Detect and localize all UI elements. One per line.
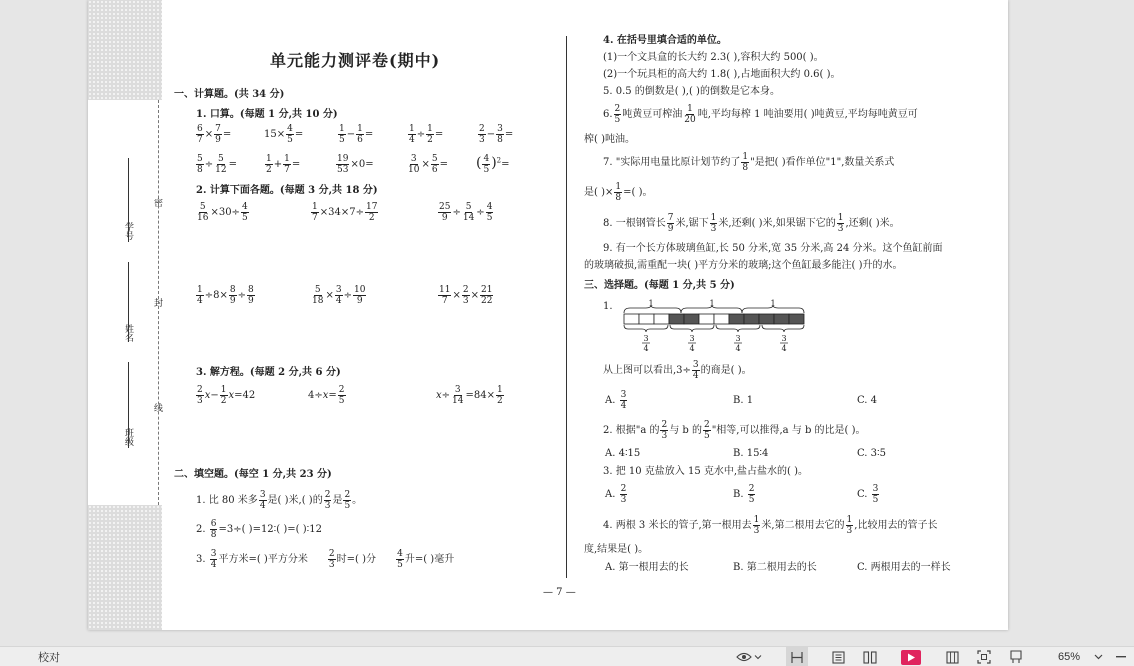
status-bar (0, 646, 1134, 666)
fullscreen-button[interactable] (974, 647, 994, 666)
choice-q4-option-b: B. 第二根用去的长 (733, 562, 817, 573)
chevron-down-icon (1094, 654, 1103, 660)
fullscreen-icon (977, 650, 991, 664)
minus-icon (1116, 656, 1126, 658)
oral-calc-8: $\frac{19}{53}$ ×0= (337, 154, 374, 175)
choice-q2-text: 2. 根据"a 的 $\frac{2}{3}$ 与 b 的 $\frac{2}{5}$ "相等,可以推得,a 与 b 的比是( )。 (603, 420, 866, 441)
focus-mode-button[interactable] (1006, 647, 1026, 666)
seal-char-feng: 封 (154, 295, 163, 310)
two-column-icon (863, 651, 877, 664)
section-1-q3-heading: 3. 解方程。(每题 2 分,共 6 分) (196, 367, 341, 378)
svg-text:3: 3 (735, 334, 741, 343)
fill-q7-cont: 是( )× $\frac{1}{8}$ =( )。 (584, 182, 653, 203)
choice-q1-option-c: C. 4 (857, 395, 878, 406)
choice-q3-option-c: C. $\frac{3}{5}$ (857, 484, 879, 505)
fill-q9-cont: 的玻璃破损,需重配一块( )平方分米的玻璃;这个鱼缸最多能注( )升的水。 (584, 260, 903, 271)
choice-q1-text: 从上图可以看出,3÷ $\frac{3}{4}$ 的商是( )。 (603, 360, 752, 381)
page-number: — 7 — (543, 587, 576, 598)
binding-pattern-top (88, 0, 162, 100)
class-line (128, 362, 129, 448)
proofread-button[interactable]: 校对 (38, 652, 60, 664)
svg-text:3: 3 (781, 334, 787, 343)
section-1-q1-heading: 1. 口算。(每题 1 分,共 10 分) (196, 109, 338, 120)
fill-q6-cont: 榨( )吨油。 (584, 134, 635, 145)
choice-q4-text: 4. 两根 3 米长的管子,第一根用去 $\frac{1}{3}$ 米,第二根用去它的 $\frac{1}{3}$ ,比较用去的管子长 (603, 515, 938, 536)
zoom-dropdown[interactable] (1090, 647, 1106, 666)
page-layout-button[interactable] (828, 647, 848, 666)
fill-q5: 5. 0.5 的倒数是( ),( )的倒数是它本身。 (603, 86, 780, 97)
brace-label-3: 1 (770, 299, 776, 308)
zoom-out-button[interactable] (1114, 647, 1128, 666)
fill-q3: 3. $\frac{3}{4}$ 平方米=( )平方分米 $\frac{2}{3}$ 时=( )分 $\frac{4}{5}$ 升=( )毫升 (196, 549, 455, 570)
svg-text:4: 4 (689, 344, 695, 353)
fill-q4-2: (2)一个玩具柜的高大约 1.8( ),占地面积大约 0.6( )。 (603, 69, 841, 80)
oral-calc-4: $\frac{1}{4}$ ÷ $\frac{1}{2}$ = (409, 124, 444, 145)
bookmark-icon (1009, 650, 1023, 664)
choice-q1-option-b: B. 1 (733, 395, 754, 406)
student-id-line (128, 158, 129, 242)
oral-calc-10: ( $\frac{4}{5}$ )$^2$= (476, 154, 510, 175)
choice-q4-text-cont: 度,结果是( )。 (584, 544, 649, 555)
choice-q2-option-c: C. 3∶5 (857, 448, 886, 459)
student-id-label: 学号 (123, 222, 133, 240)
choice-q3-option-b: B. $\frac{2}{5}$ (733, 484, 755, 505)
choice-q4-option-c: C. 两根用去的一样长 (857, 562, 951, 573)
oral-calc-6: $\frac{5}{8}$ ÷ $\frac{5}{12}$ = (197, 154, 237, 175)
fill-q4-1: (1)一个文具盒的长大约 2.3( ),容积大约 500( )。 (603, 52, 824, 63)
calc-problem-5: $\frac{5}{18}$ × $\frac{3}{4}$ ÷ $\frac{10}{9}$ (312, 285, 366, 306)
calc-problem-2: $\frac{1}{7}$ ×34×7÷ $\frac{17}{2}$ (312, 202, 378, 223)
document-icon (832, 651, 845, 664)
oral-calc-5: $\frac{2}{3}$ − $\frac{3}{8}$ = (479, 124, 514, 145)
fill-q7: 7. "实际用电量比原计划节约了 $\frac{1}{8}$ "是把( )看作单位"1",数量关系式 (603, 152, 895, 173)
web-layout-icon (946, 651, 959, 664)
svg-text:3: 3 (689, 334, 695, 343)
equation-3: x÷ $\frac{3}{14}$ =84× $\frac{1}{2}$ (436, 385, 503, 406)
section-2-heading: 二、填空题。(每空 1 分,共 23 分) (174, 469, 332, 480)
two-page-view-button[interactable] (860, 647, 880, 666)
svg-text:4: 4 (643, 344, 649, 353)
class-label: 班级 (123, 428, 133, 446)
document-page (88, 0, 1008, 630)
seal-line (158, 100, 159, 505)
play-icon (901, 650, 921, 665)
web-view-button[interactable] (942, 647, 962, 666)
single-page-icon (790, 651, 804, 664)
choice-q1-number: 1. (603, 301, 613, 312)
equation-1: $\frac{2}{3}$ x− $\frac{1}{2}$ x=42 (197, 385, 256, 406)
eye-view-button[interactable] (734, 647, 764, 666)
svg-text:4: 4 (735, 344, 741, 353)
eye-icon (736, 651, 762, 663)
oral-calc-3: $\frac{1}{5}$ − $\frac{1}{6}$ = (339, 124, 374, 145)
brace-label-1: 1 (648, 299, 654, 308)
section-1-q2-heading: 2. 计算下面各题。(每题 3 分,共 18 分) (196, 185, 378, 196)
seal-char-mi: 密 (154, 195, 163, 210)
section-3-heading: 三、选择题。(每题 1 分,共 5 分) (584, 280, 735, 291)
fill-q8: 8. 一根钢管长 $\frac{7}{9}$ 米,锯下 $\frac{1}{3}$ 米,还剩( )米,如果锯下它的 $\frac{1}{3}$ ,还剩( )米。 (603, 213, 900, 234)
calc-problem-1: $\frac{5}{16}$ ×30÷ $\frac{4}{5}$ (197, 202, 248, 223)
choice-q2-option-b: B. 15∶4 (733, 448, 769, 459)
choice-q1-option-a: A. $\frac{3}{4}$ (605, 390, 627, 411)
choice-q3-option-a: A. $\frac{2}{3}$ (605, 484, 627, 505)
binding-margin (88, 0, 162, 630)
choice-q4-option-a: A. 第一根用去的长 (605, 562, 689, 573)
equation-2: 4÷x= $\frac{2}{5}$ (308, 385, 345, 406)
section-1-heading: 一、计算题。(共 34 分) (174, 89, 285, 100)
svg-text:3: 3 (643, 334, 649, 343)
binding-info-panel (88, 100, 162, 505)
column-divider (566, 36, 567, 578)
student-name-label: 姓名 (123, 324, 133, 342)
fill-q6: 6. $\frac{2}{5}$ 吨黄豆可榨油 $\frac{1}{20}$ 吨,平均每榨 1 吨油要用( )吨黄豆,平均每吨黄豆可 (603, 104, 918, 125)
play-button[interactable] (900, 647, 922, 666)
oral-calc-9: $\frac{3}{10}$ × $\frac{5}{6}$ = (408, 154, 448, 175)
oral-calc-1: $\frac{6}{7}$ × $\frac{7}{9}$ = (197, 124, 232, 145)
fill-q1: 1. 比 80 米多 $\frac{3}{4}$ 是( )米,( )的 $\frac{2}{3}$ 是 $\frac{2}{5}$ 。 (196, 490, 363, 511)
fill-q9: 9. 有一个长方体玻璃鱼缸,长 50 分米,宽 35 分米,高 24 分米。这个鱼缸前面 (603, 243, 943, 254)
fill-q2: 2. $\frac{6}{8}$ =3÷( )=12∶( )=( )∶12 (196, 519, 322, 540)
binding-pattern-bottom (88, 505, 162, 630)
oral-calc-7: $\frac{1}{2}$ + $\frac{1}{7}$ = (266, 154, 301, 175)
zoom-level[interactable]: 65% (1057, 651, 1081, 663)
calc-problem-6: $\frac{11}{7}$ × $\frac{2}{3}$ × $\frac{21}{22}$ (439, 285, 493, 306)
seal-char-xian: 线 (154, 400, 163, 415)
exam-title: 单元能力测评卷(期中) (270, 51, 441, 70)
oral-calc-2: 15× $\frac{4}{5}$ = (264, 124, 304, 145)
fill-q4-heading: 4. 在括号里填合适的单位。 (603, 35, 727, 46)
calc-problem-4: $\frac{1}{4}$ ÷8× $\frac{8}{9}$ ÷ $\frac{8}{9}$ (197, 285, 254, 306)
svg-text:4: 4 (781, 344, 787, 353)
fraction-bar-diagram (622, 298, 812, 354)
calc-problem-3: $\frac{25}{9}$ ÷ $\frac{5}{14}$ ÷ $\frac{4}{5}$ (439, 202, 493, 223)
choice-q3-text: 3. 把 10 克盐放入 15 克水中,盐占盐水的( )。 (603, 466, 809, 477)
single-page-view-button[interactable] (786, 647, 808, 666)
choice-q2-option-a: A. 4∶15 (605, 448, 641, 459)
student-name-line (128, 262, 129, 342)
brace-label-2: 1 (709, 299, 715, 308)
